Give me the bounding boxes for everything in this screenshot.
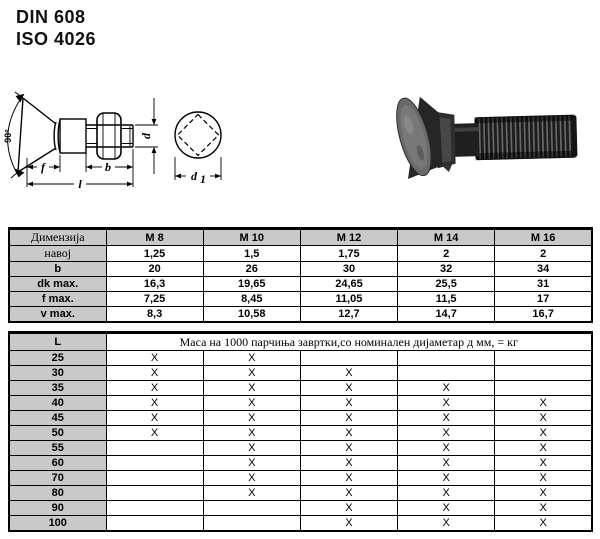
table-row-b	[9, 262, 592, 277]
square-neck-dashed-outline	[178, 115, 219, 156]
length-row-100	[9, 516, 592, 531]
length-row-30	[9, 366, 592, 381]
cell: X	[495, 426, 592, 441]
cell	[106, 501, 203, 516]
cell: X	[398, 396, 495, 411]
table-row-dk-max	[9, 277, 592, 292]
cell	[495, 381, 592, 396]
cell: X	[106, 381, 203, 396]
cell	[106, 486, 203, 501]
length-row-90	[9, 501, 592, 516]
cell: X	[300, 456, 397, 471]
standards-title-block	[16, 6, 96, 50]
cell: 14,7	[398, 307, 495, 322]
cell: X	[106, 411, 203, 426]
cell: X	[495, 486, 592, 501]
row-label: dk max.	[9, 277, 106, 292]
dim-l-label: l	[78, 177, 82, 191]
cell: X	[398, 471, 495, 486]
row-label: v max.	[9, 307, 106, 322]
length-cell: 50	[9, 426, 106, 441]
length-cell: 55	[9, 441, 106, 456]
iso-standard-title: ISO 4026	[16, 29, 97, 49]
mass-span-header: Маса на 1000 парчиња завртки,со номинален дијаметар д мм, = кг	[106, 333, 592, 351]
cell: X	[398, 501, 495, 516]
dim-f-arrow-right	[54, 165, 60, 170]
cell: 10,58	[203, 307, 300, 322]
length-row-35	[9, 381, 592, 396]
din-standard-title: DIN 608	[16, 7, 86, 27]
table-row-v-max	[9, 307, 592, 322]
cell: X	[203, 351, 300, 366]
cell: X	[398, 456, 495, 471]
cell	[106, 471, 203, 486]
cell: 30	[300, 262, 397, 277]
row-label: f max.	[9, 292, 106, 307]
cell: X	[300, 486, 397, 501]
cell: X	[300, 501, 397, 516]
cell: X	[203, 396, 300, 411]
cell: X	[398, 486, 495, 501]
col-header-m16: M 16	[495, 229, 592, 246]
technical-drawing	[2, 84, 257, 206]
bolt-photo-group	[390, 90, 578, 179]
bolt-photo	[365, 90, 595, 190]
col-header-length: L	[9, 333, 106, 351]
cell: X	[398, 441, 495, 456]
cell	[203, 516, 300, 531]
cell: X	[300, 411, 397, 426]
cell	[398, 351, 495, 366]
dim-d1-lines	[175, 157, 221, 180]
shank-highlight	[451, 127, 479, 132]
angle-90-label: 90°	[3, 129, 13, 143]
dim-d-arrow-top	[152, 119, 157, 125]
col-header-m10: M 10	[203, 229, 300, 246]
length-row-50	[9, 426, 592, 441]
col-header-dimension: Димензија	[9, 229, 106, 246]
cell	[106, 516, 203, 531]
arc-arrowhead-bottom	[15, 169, 25, 178]
col-header-m14: M 14	[398, 229, 495, 246]
cell: X	[495, 471, 592, 486]
cell	[106, 441, 203, 456]
cell	[398, 366, 495, 381]
cell	[495, 366, 592, 381]
length-cell: 35	[9, 381, 106, 396]
cell: 34	[495, 262, 592, 277]
cell	[300, 351, 397, 366]
cell: 25,5	[398, 277, 495, 292]
cell: X	[300, 381, 397, 396]
cell: 17	[495, 292, 592, 307]
cell: 20	[106, 262, 203, 277]
col-header-m12: M 12	[300, 229, 397, 246]
cell: X	[495, 411, 592, 426]
table-row-f-max	[9, 292, 592, 307]
cell: X	[300, 516, 397, 531]
length-row-80	[9, 486, 592, 501]
dimensions-table	[8, 227, 593, 323]
length-cell: 90	[9, 501, 106, 516]
cell: X	[203, 441, 300, 456]
length-cell: 25	[9, 351, 106, 366]
length-row-25	[9, 351, 592, 366]
dim-f-label: f	[41, 160, 45, 174]
col-header-m8: M 8	[106, 229, 203, 246]
dim-d1-arrow-left	[175, 174, 181, 179]
cell: X	[203, 381, 300, 396]
cell: X	[106, 396, 203, 411]
cell	[495, 351, 592, 366]
cell: X	[398, 516, 495, 531]
cell: 1,5	[203, 246, 300, 262]
cell: 11,5	[398, 292, 495, 307]
length-cell: 80	[9, 486, 106, 501]
availability-table	[8, 331, 593, 532]
dim-d1-label: d	[191, 169, 197, 183]
cell: 26	[203, 262, 300, 277]
cell: X	[203, 471, 300, 486]
cell: X	[398, 411, 495, 426]
cell: X	[495, 396, 592, 411]
cell: 8,3	[106, 307, 203, 322]
cell: 7,25	[106, 292, 203, 307]
cell: 1,75	[300, 246, 397, 262]
cell: X	[495, 441, 592, 456]
cell: X	[300, 471, 397, 486]
cell: 19,65	[203, 277, 300, 292]
cell: X	[300, 426, 397, 441]
bolt-outline	[18, 98, 133, 172]
dim-b-label: b	[105, 160, 111, 174]
availability-header-row	[9, 333, 592, 351]
dimensions-header-row	[9, 229, 592, 246]
dim-d-arrow-bottom	[152, 147, 157, 153]
length-row-60	[9, 456, 592, 471]
cell: X	[300, 366, 397, 381]
cell: 16,3	[106, 277, 203, 292]
cell: X	[495, 456, 592, 471]
cell: X	[106, 426, 203, 441]
cell: X	[398, 426, 495, 441]
length-row-45	[9, 411, 592, 426]
dim-d-label: d	[139, 133, 153, 139]
head-end-view-circle	[175, 112, 221, 158]
cell: X	[203, 411, 300, 426]
cell: X	[300, 441, 397, 456]
cell: 2	[398, 246, 495, 262]
cell: X	[203, 486, 300, 501]
cell: X	[398, 381, 495, 396]
cell: 24,65	[300, 277, 397, 292]
cell	[203, 501, 300, 516]
cell: 31	[495, 277, 592, 292]
length-cell: 30	[9, 366, 106, 381]
cell: 1,25	[106, 246, 203, 262]
cell: 11,05	[300, 292, 397, 307]
length-cell: 70	[9, 471, 106, 486]
row-label: b	[9, 262, 106, 277]
dim-b-arrow-left	[86, 165, 92, 170]
dim-d1-subscript: 1	[200, 172, 206, 186]
length-row-40	[9, 396, 592, 411]
cell: X	[203, 366, 300, 381]
length-cell: 40	[9, 396, 106, 411]
cell: X	[495, 516, 592, 531]
dim-l-arrow-right	[127, 182, 133, 187]
dim-b-arrow-right	[127, 165, 133, 170]
cell: 32	[398, 262, 495, 277]
cell: 12,7	[300, 307, 397, 322]
cell	[106, 456, 203, 471]
cell: X	[203, 426, 300, 441]
cell: X	[203, 456, 300, 471]
cell: 16,7	[495, 307, 592, 322]
row-label: навој	[9, 246, 106, 262]
cell: X	[106, 366, 203, 381]
length-cell: 60	[9, 456, 106, 471]
cell: X	[495, 501, 592, 516]
dim-d1-arrow-right	[215, 174, 221, 179]
cell: X	[106, 351, 203, 366]
cell: X	[300, 396, 397, 411]
length-cell: 45	[9, 411, 106, 426]
cell: 8,45	[203, 292, 300, 307]
table-row-thread-pitch	[9, 246, 592, 262]
length-row-70	[9, 471, 592, 486]
length-cell: 100	[9, 516, 106, 531]
cell: 2	[495, 246, 592, 262]
dim-l-arrow-left	[27, 182, 33, 187]
length-row-55	[9, 441, 592, 456]
